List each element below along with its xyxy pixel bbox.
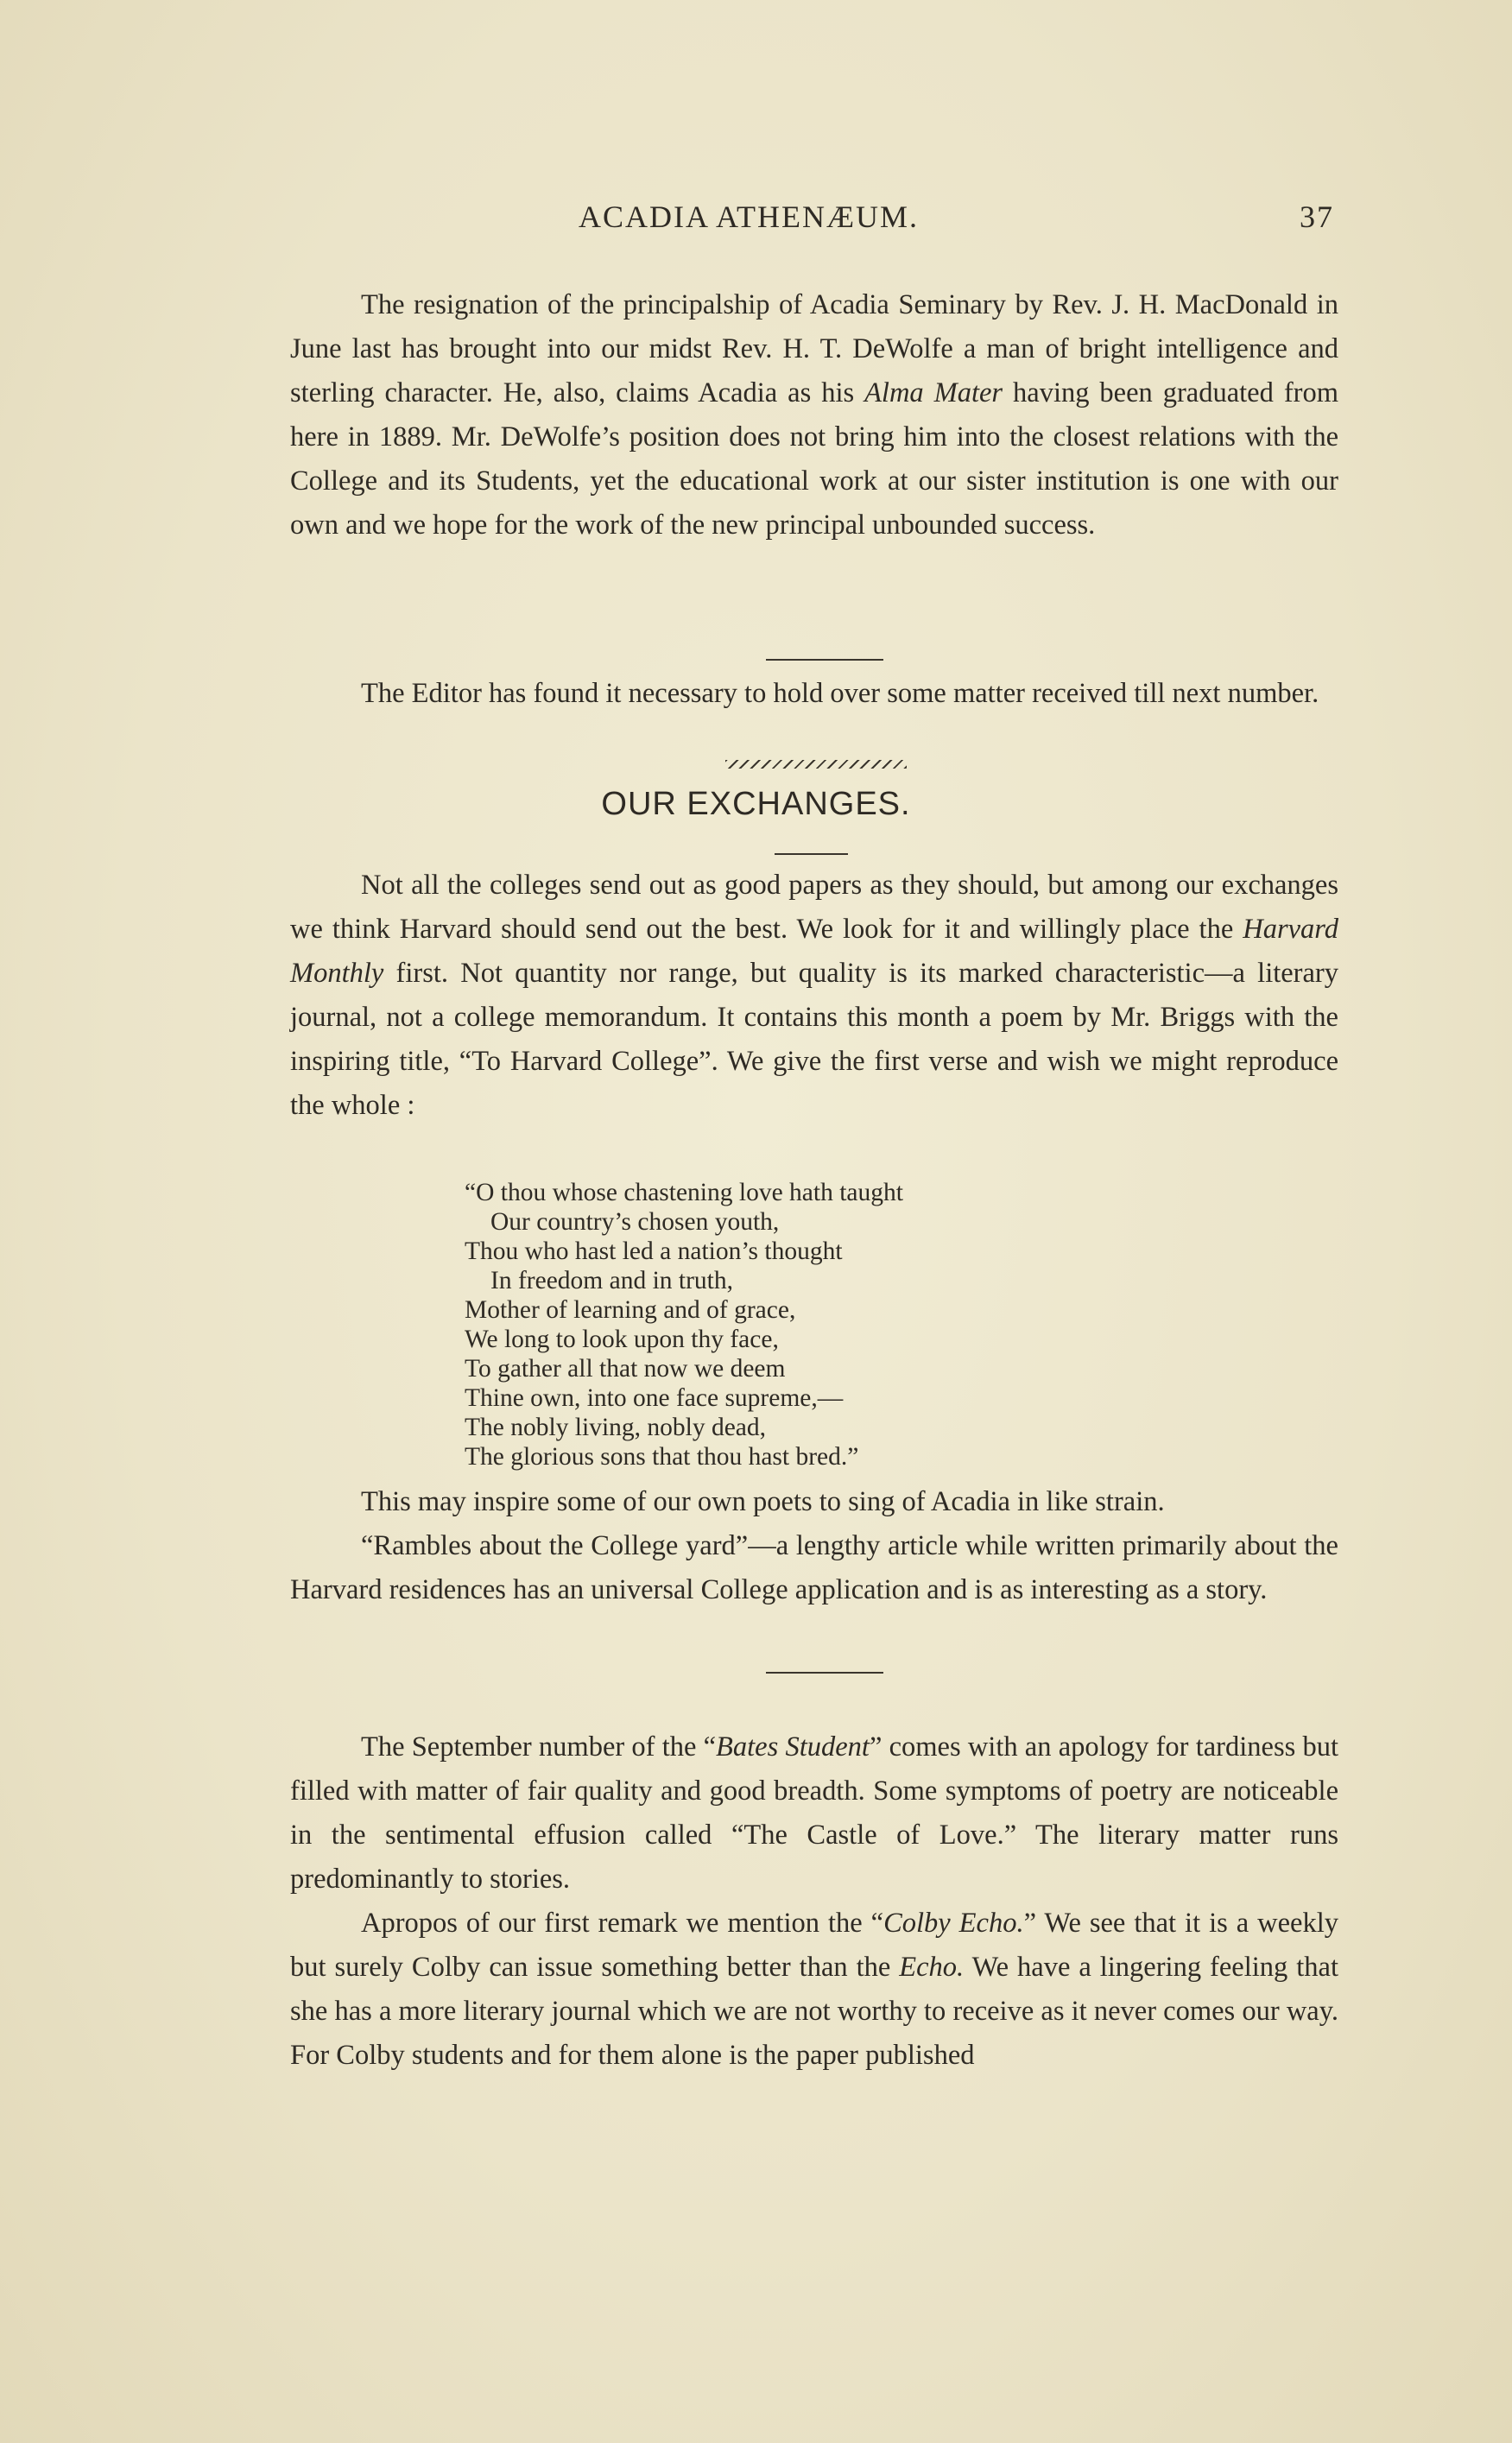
poem-line: In freedom and in truth, — [490, 1267, 733, 1294]
paragraph — [290, 864, 1338, 1128]
text-run: Apropos of our first remark we mention the “ — [361, 1908, 884, 1939]
text-run: The September number of the “ — [361, 1731, 717, 1763]
poem-line: The glorious sons that thou hast bred.” — [465, 1443, 859, 1471]
poem-line: “O thou whose chastening love hath taught — [465, 1179, 903, 1206]
poem-line: Thou who hast led a nation’s thought — [465, 1237, 843, 1265]
text-run: ” We see that it is a weekly but surely Colby can issue something better than the — [290, 1908, 1338, 1983]
section-title: OUR EXCHANGES. — [601, 786, 911, 822]
text-run: The resignation of the principalship of Acadia Seminary by Rev. J. H. MacDonald in June last has brought into our midst Rev. H. T. DeWolfe a man of bright intelligence and sterling character. He, also, claims Acadia as his — [290, 289, 1338, 408]
poem-line: To gather all that now we deem — [465, 1355, 786, 1383]
text-run: first. Not quantity nor range, but quality is its marked characteristic—a literary journal, not a college memorandum. It contains this month a poem by Mr. Briggs with the inspiring title, “To Harvard College”. We give the first verse and wish we might reproduce the whole : — [290, 958, 1338, 1121]
paragraph: This may inspire some of our own poets to sing of Acadia in like strain. — [361, 1486, 1165, 1517]
page-header — [0, 199, 1512, 250]
quoted-poem — [465, 1178, 903, 1471]
exchanges-paragraph-1 — [290, 864, 1338, 1128]
ornament-rule — [725, 760, 907, 769]
paragraph — [290, 283, 1338, 547]
paragraph — [290, 1902, 1338, 2078]
editorial-note-1 — [290, 283, 1338, 547]
poem-line: We long to look upon thy face, — [465, 1326, 779, 1353]
paragraph: “Rambles about the College yard”—a lengthy article while written primarily about the Harvard residences has an universal College application and is as interesting as a story. — [290, 1530, 1338, 1605]
text-run: Not all the colleges send out as good papers as they should, but among our exchanges we think Harvard should send out the best. We look for it and willingly place the — [290, 870, 1338, 945]
italic-text: Colby Echo. — [883, 1908, 1024, 1939]
italic-text: Bates Student — [716, 1731, 870, 1763]
text-run: We have a lingering feeling that she has a more literary journal which we are not worthy to receive as it never comes our way. For Colby students and for them alone is the paper published — [290, 1952, 1338, 2071]
poem-line: Mother of learning and of grace, — [465, 1296, 796, 1324]
italic-text: Alma Mater — [864, 377, 1003, 408]
separator-rule — [766, 659, 883, 661]
italic-text: Harvard Monthly — [290, 914, 1338, 989]
exchanges-paragraph-2 — [290, 1480, 1338, 1612]
text-run: ” comes with an apology for tardiness but filled with matter of fair quality and good breadth. Some symptoms of poetry are noticeable in the sentimental effusion called “The Castle of Love.” The literary matter runs predominantly to stories. — [290, 1731, 1338, 1895]
text-run: having been graduated from here in 1889. Mr. DeWolfe’s position does not bring him into the closest relations with the College and its Students, yet the educational work at our sister institution is one with our own and we hope for the work of the new principal unbounded success. — [290, 377, 1338, 541]
page-number: 37 — [1300, 199, 1334, 234]
poem-line: The nobly living, nobly dead, — [465, 1414, 767, 1441]
exchanges-paragraph-3 — [290, 1725, 1338, 2078]
paragraph — [290, 1725, 1338, 1902]
poem-line: Our country’s chosen youth, — [490, 1208, 780, 1236]
separator-rule — [766, 1672, 883, 1674]
italic-text: Echo. — [899, 1952, 965, 1983]
paragraph: The Editor has found it necessary to hold over some matter received till next number. — [361, 678, 1319, 709]
separator-rule — [775, 853, 848, 855]
editorial-note-2 — [290, 672, 1338, 716]
poem-line: Thine own, into one face supreme,— — [465, 1384, 844, 1412]
running-title: ACADIA ATHENÆUM. — [579, 199, 920, 234]
